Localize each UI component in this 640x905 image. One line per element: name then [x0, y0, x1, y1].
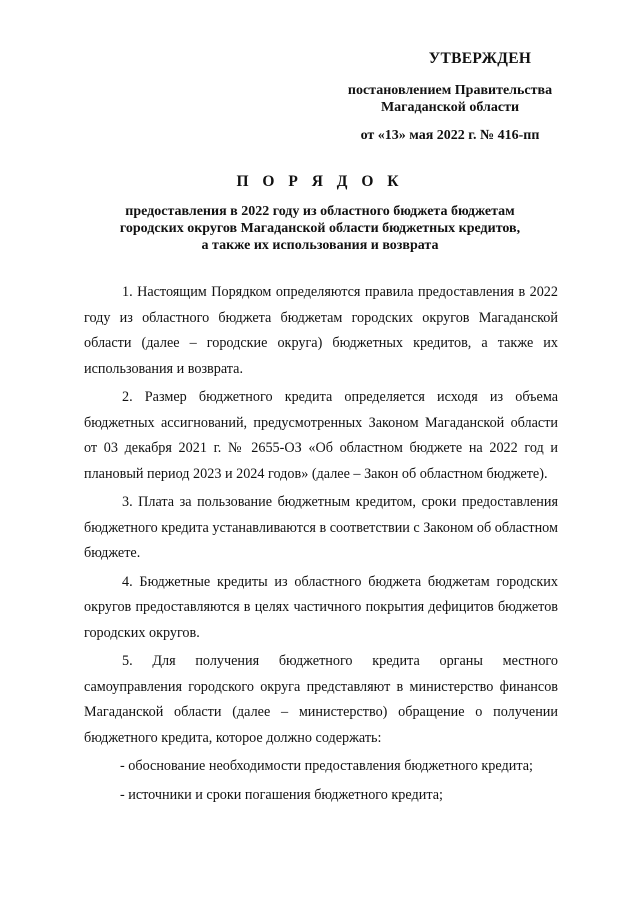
approval-stamp [300, 50, 600, 144]
subtitle-line-1: предоставления в 2022 году из областного бюджета бюджетам [125, 204, 515, 219]
paragraph-4: 4. Бюджетные кредиты из областного бюджета бюджетам городских округов предоставляются в целях частичного покрытия дефицитов бюджетов городских округов. [84, 573, 558, 641]
document-body [84, 280, 558, 811]
paragraph-2: 2. Размер бюджетного кредита определяется исходя из объема бюджетных ассигнований, предусмотренных Законом Магаданской области от 03 декабря 2021 г. № 2655-ОЗ «Об областном бюджете на 2022 год и плановый период 2023 и 2024 годов» (далее – Закон об областном бюджете). [84, 389, 558, 482]
subtitle-line-2: городских округов Магаданской области бюджетных кредитов, [119, 221, 521, 236]
paragraph-3: 3. Плата за пользование бюджетным кредитом, сроки предоставления бюджетного кредита устанавливаются в соответствии с Законом об областном бюджете. [84, 494, 558, 561]
approval-line-2: Магаданской области [380, 100, 520, 115]
document-title: П О Р Я Д О К [236, 173, 404, 190]
approval-date: от «13» мая 2022 г. № 416-пп [360, 128, 540, 143]
paragraph-5: 5. Для получения бюджетного кредита органы местного самоуправления городского округа представляют в министерство финансов Магаданской области (далее – министерство) обращение о получении бюджетного кредита, которое должно содержать: [84, 653, 558, 746]
paragraph-1: 1. Настоящим Порядком определяются правила предоставления в 2022 году из областного бюджета бюджетам городских округов Магаданской области (далее – городские округа) бюджетных кредитов, а также их использования и возврата. [84, 284, 558, 377]
list-item-repayment: - источники и сроки погашения бюджетного кредита; [120, 786, 443, 803]
approved-title: УТВЕРЖДЕН [428, 50, 532, 67]
approval-line-1: постановлением Правительства [347, 83, 553, 98]
list-item-justification: - обоснование необходимости предоставления бюджетного кредита; [120, 758, 533, 774]
document-subtitle [60, 203, 580, 254]
subtitle-line-3: а также их использования и возврата [201, 238, 439, 253]
